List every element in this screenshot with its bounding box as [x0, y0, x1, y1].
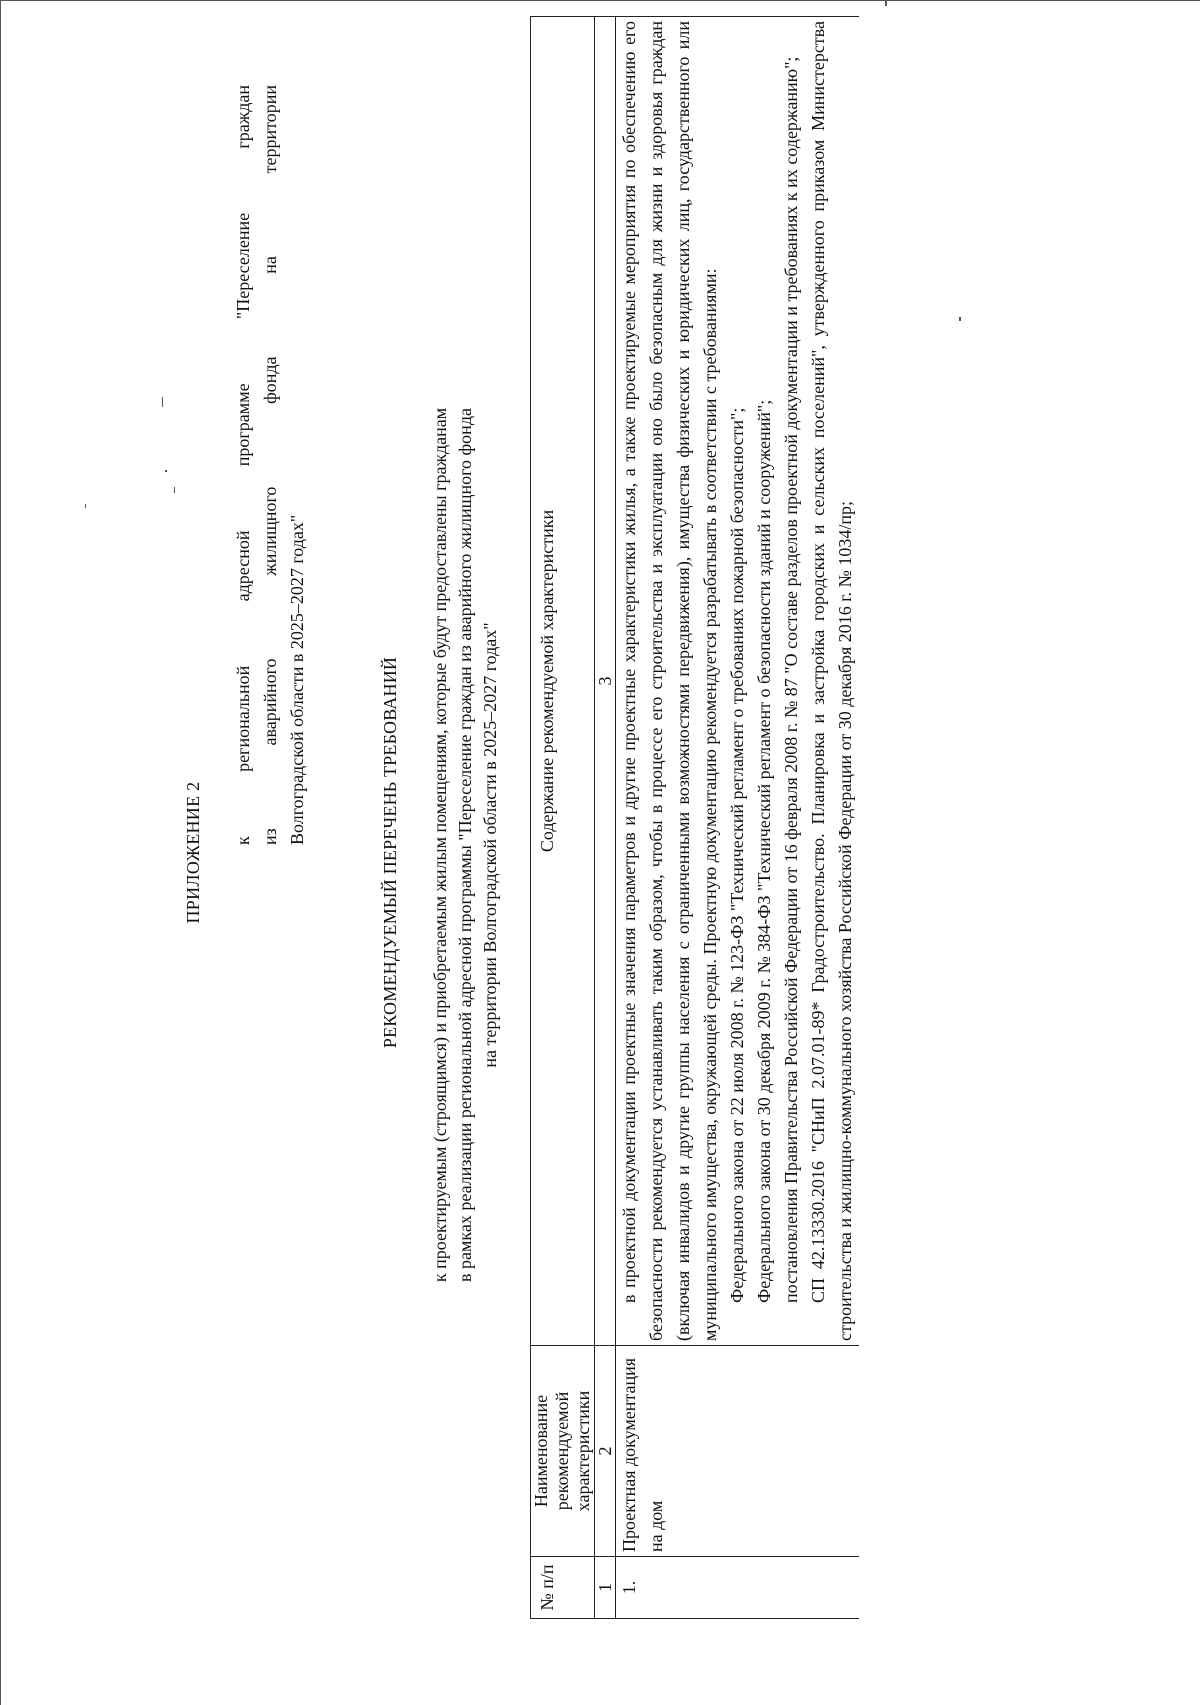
document-subtitle: [428, 45, 503, 1645]
subtitle-line: к проектируемым (строящимся) и приобретаемым жилым помещениям, которые будут предоставлены гражданам: [430, 407, 450, 1283]
header-num: № п/п: [531, 1557, 595, 1619]
header-content: Содержание рекомендуемой характеристики: [531, 17, 595, 1346]
row-content: [616, 17, 860, 1346]
content-paragraph: СП 42.13330.2016 "СНиП 2.07.01-89* Градостроительство. Планировка и застройка городских и сельских поселений", утвержденного приказом Министерства строительства и жилищно-коммунального хозяйства Российской Федерации от 30 декабря 2016 г. № 1034/пр;: [808, 21, 855, 1341]
row-number: 1.: [616, 1557, 860, 1619]
column-number: 3: [595, 17, 616, 1346]
content-paragraph: в проектной документации проектные значения параметров и другие проектные характеристики жилья, а также проектируемые мероприятия по обеспечению его безопасности рекомендуется устанавливать таким образом, чтобы в процессе его строительства и эксплуатации оно было безопасным для жизни и здоровья граждан (включая инвалидов и другие группы населения с ограниченными возможностями передвижения), имущества физических и юридических лиц, государственного или муниципального имущества, окружающей среды. Проектную документацию рекомендуется разрабатывать в соответствии с требованиями:: [619, 21, 720, 1341]
subtitle-line: в рамках реализации региональной адресной программы "Переселение граждан из аварийного жилищного фонда: [455, 408, 475, 1282]
appendix-line: к региональной адресной программе "Переселение граждан: [233, 85, 253, 845]
table-header-row: [531, 17, 595, 1619]
row-name: Проектная документация на дом: [616, 1346, 860, 1557]
document-title: РЕКОМЕНДУЕМЫЙ ПЕРЕЧЕНЬ ТРЕБОВАНИЙ: [380, 656, 400, 1049]
scan-speck: [85, 504, 86, 508]
appendix-reference: [230, 85, 311, 845]
scan-speck: [165, 470, 167, 472]
subtitle-line: на территории Волгоградской области в 2025–2027 годах": [480, 622, 500, 1068]
appendix-line: из аварийного жилищного фонда на территории: [260, 85, 280, 845]
column-number: 1: [595, 1557, 616, 1619]
content-paragraph: Федерального закона от 30 декабря 2009 г. № 384-ФЗ "Технический регламент о безопасности зданий и сооружений";: [754, 399, 774, 1303]
content-paragraph: Федерального закона от 22 июля 2008 г. № 123-ФЗ "Технический регламент о требованиях пожарной безопасности";: [727, 407, 747, 1303]
header-name: Наименование рекомендуемой характеристики: [531, 1346, 595, 1557]
appendix-title: ПРИЛОЖЕНИЕ 2: [183, 781, 203, 924]
requirements-table: [530, 16, 859, 1619]
scan-edge-left: [0, 0, 1, 1705]
scan-speck: [162, 397, 163, 407]
scan-mark: [885, 0, 887, 6]
scan-edge-top: [0, 0, 1200, 1]
column-number: 2: [595, 1346, 616, 1557]
column-numbers-row: [595, 17, 616, 1619]
scan-speck: [959, 317, 961, 321]
scan-speck: [174, 487, 175, 493]
appendix-line: Волгоградской области в 2025–2027 годах": [287, 514, 307, 845]
content-paragraph: постановления Правительства Российской Федерации от 16 февраля 2008 г. № 87 "О составе разделов проектной документации и требованиях к их содержанию";: [781, 56, 801, 1303]
table-row: [616, 17, 860, 1619]
